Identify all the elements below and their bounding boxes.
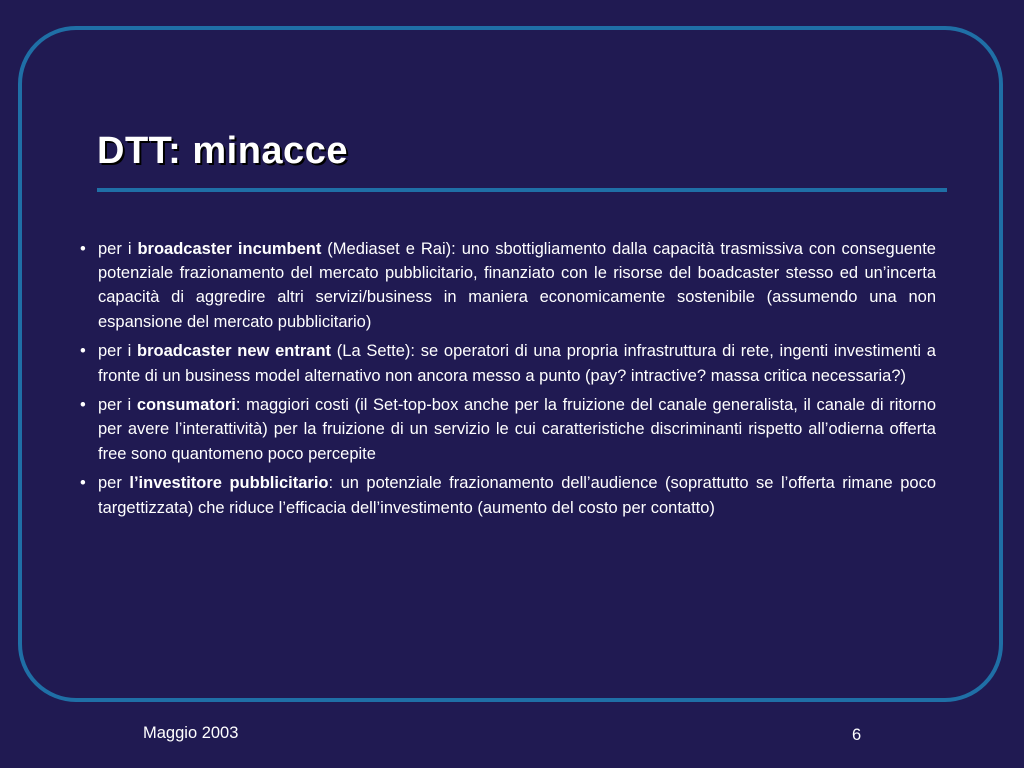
bullet-keyword: broadcaster incumbent xyxy=(137,240,322,258)
bullet-text: (Mediaset e Rai): uno sbottigliamento dalla capacità trasmissiva con conseguente potenziale frazionamento del mercato pubblicitario, finanziato con le risorse del boadcaster stesso ed un’incerta capacità di aggredire altri servizi/business in maniera economicamente sostenibile (assumendo una non espansione del mercato pubblicitario) xyxy=(98,240,936,331)
bullet-list xyxy=(76,237,936,525)
title-divider xyxy=(97,188,947,192)
bullet-lead: per i xyxy=(98,240,138,258)
bullet-text: : maggiori costi (il Set-top-box anche per la fruizione del canale generalista, il canale di ritorno per avere l’interattività) per la fruizione di un servizio le cui caratteristiche discriminanti rispetto all’odierna offerta free sono quantomeno poco percepite xyxy=(98,396,936,463)
bullet-icon: • xyxy=(80,342,86,361)
bullet-keyword: broadcaster new entrant xyxy=(137,342,332,361)
footer-date: Maggio 2003 xyxy=(143,724,239,742)
bullet-text: (La Sette): se operatori di una propria infrastruttura di rete, ingenti investimenti a fronte di un business model alternativo non ancora messo a punto (pay? intractive? massa critica necessaria?) xyxy=(98,342,936,385)
bullet-lead: per xyxy=(98,474,130,493)
bullet-icon: • xyxy=(80,396,86,415)
slide-title: DTT: minacce xyxy=(97,130,348,172)
bullet-item xyxy=(76,471,936,519)
page-number: 6 xyxy=(852,726,862,744)
bullet-keyword: l’investitore pubblicitario xyxy=(129,474,329,493)
bullet-item xyxy=(76,393,936,466)
bullet-icon: • xyxy=(80,474,86,493)
bullet-lead: per i xyxy=(98,342,138,361)
bullet-item xyxy=(76,237,936,334)
bullet-icon: • xyxy=(80,240,86,258)
bullet-text: : un potenziale frazionamento dell’audience (soprattutto se l’offerta rimane poco targettizzata) che riduce l’efficacia dell’investimento (aumento del costo per contatto) xyxy=(98,474,936,517)
bullet-item xyxy=(76,339,936,387)
bullet-keyword: consumatori xyxy=(136,396,236,415)
bullet-lead: per i xyxy=(98,396,137,415)
